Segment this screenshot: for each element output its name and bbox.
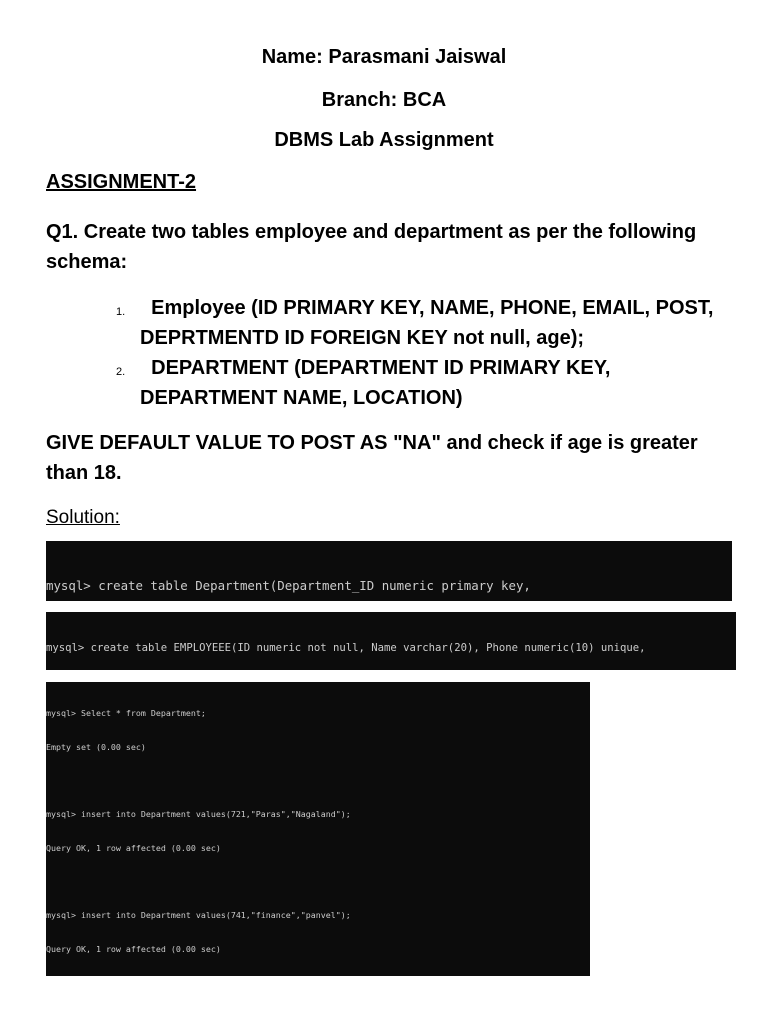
solution-label: Solution: — [46, 507, 120, 528]
schema-item-text: Employee (ID PRIMARY KEY, NAME, PHONE, EMAIL, POST, DEPRTMENTD ID FOREIGN KEY not null, age); — [140, 297, 714, 349]
terminal-line: Query OK, 1 row affected (0.00 sec) — [46, 943, 221, 954]
terminal-line: mysql> Select * from Department; — [46, 708, 206, 719]
branch: Branch: BCA — [321, 89, 447, 111]
terminal-create-department — [46, 541, 732, 601]
terminal-line — [46, 876, 590, 887]
question-text: Create two tables employee and department as per the following schema: — [46, 221, 697, 273]
list-number-2: 2. — [116, 366, 126, 378]
terminal-create-employee — [46, 612, 736, 670]
terminal-line: mysql> insert into Department values(741,"finance","panvel"); — [46, 910, 351, 921]
schema-item-text: DEPARTMENT (DEPARTMENT ID PRIMARY KEY, DEPARTMENT NAME, LOCATION) — [140, 357, 611, 409]
question-number: Q1. — [46, 221, 79, 243]
terminal-line: mysql> create table Department(Department_ID numeric primary key, — [46, 578, 531, 593]
terminal-line — [46, 776, 590, 787]
assignment-title: ASSIGNMENT-2 — [46, 171, 197, 193]
schema-item-employee — [140, 293, 720, 353]
terminal-insert-select — [46, 682, 590, 976]
schema-item-department — [140, 353, 720, 413]
question-1 — [46, 217, 726, 277]
course-title: DBMS Lab Assignment — [274, 129, 494, 151]
student-name: Name: Parasmani Jaiswal — [261, 46, 507, 68]
instruction-text: GIVE DEFAULT VALUE TO POST AS "NA" and check if age is greater than 18. — [46, 432, 698, 484]
terminal-line: Query OK, 1 row affected (0.00 sec) — [46, 842, 221, 853]
list-number-1: 1. — [116, 306, 126, 318]
terminal-line: Empty set (0.00 sec) — [46, 742, 146, 753]
terminal-line: mysql> create table EMPLOYEEE(ID numeric not null, Name varchar(20), Phone numeric(10) unique, — [46, 642, 646, 654]
terminal-line: mysql> insert into Department values(721,"Paras","Nagaland"); — [46, 809, 351, 820]
